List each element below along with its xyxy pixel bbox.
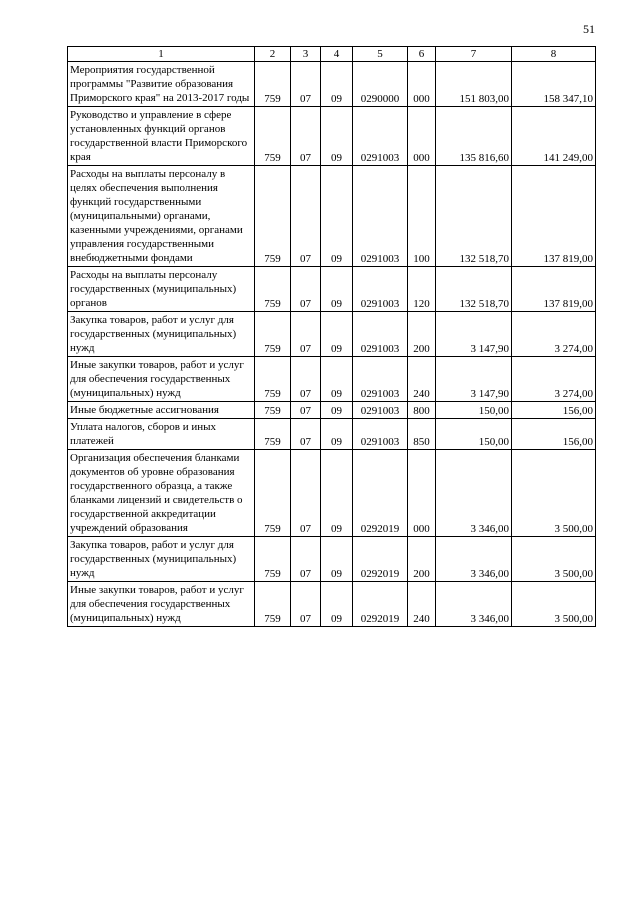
target-article-code: 0291003 (353, 419, 408, 450)
col-header-1: 1 (68, 47, 255, 62)
amount-year-2: 158 347,10 (512, 62, 596, 107)
expense-type-code: 120 (408, 267, 436, 312)
amount-year-1: 132 518,70 (436, 267, 512, 312)
table-row (68, 312, 596, 357)
target-article-code: 0291003 (353, 166, 408, 267)
item-name: Иные закупки товаров, работ и услуг для обеспечения государственных (муниципальных) нужд (68, 357, 255, 402)
amount-year-2: 3 500,00 (512, 450, 596, 537)
amount-year-2: 3 500,00 (512, 582, 596, 627)
amount-year-1: 150,00 (436, 402, 512, 419)
grbs-code: 759 (255, 107, 291, 166)
table-row (68, 357, 596, 402)
target-article-code: 0291003 (353, 402, 408, 419)
section-code: 07 (291, 419, 321, 450)
expense-type-code: 000 (408, 107, 436, 166)
item-name: Закупка товаров, работ и услуг для государственных (муниципальных) нужд (68, 537, 255, 582)
grbs-code: 759 (255, 419, 291, 450)
expense-type-code: 200 (408, 312, 436, 357)
table-row (68, 166, 596, 267)
section-code: 07 (291, 267, 321, 312)
target-article-code: 0292019 (353, 450, 408, 537)
amount-year-2: 156,00 (512, 419, 596, 450)
page-number: 51 (583, 22, 595, 36)
target-article-code: 0292019 (353, 537, 408, 582)
section-code: 07 (291, 166, 321, 267)
grbs-code: 759 (255, 267, 291, 312)
subsection-code: 09 (321, 450, 353, 537)
grbs-code: 759 (255, 537, 291, 582)
amount-year-1: 132 518,70 (436, 166, 512, 267)
section-code: 07 (291, 312, 321, 357)
subsection-code: 09 (321, 107, 353, 166)
target-article-code: 0291003 (353, 267, 408, 312)
table-row (68, 402, 596, 419)
amount-year-2: 156,00 (512, 402, 596, 419)
section-code: 07 (291, 582, 321, 627)
grbs-code: 759 (255, 62, 291, 107)
table-row (68, 267, 596, 312)
item-name: Иные закупки товаров, работ и услуг для обеспечения государственных (муниципальных) нужд (68, 582, 255, 627)
grbs-code: 759 (255, 357, 291, 402)
amount-year-2: 3 274,00 (512, 357, 596, 402)
section-code: 07 (291, 357, 321, 402)
amount-year-1: 135 816,60 (436, 107, 512, 166)
amount-year-2: 3 274,00 (512, 312, 596, 357)
amount-year-2: 137 819,00 (512, 267, 596, 312)
amount-year-1: 151 803,00 (436, 62, 512, 107)
amount-year-1: 3 346,00 (436, 537, 512, 582)
section-code: 07 (291, 450, 321, 537)
item-name: Расходы на выплаты персоналу государственных (муниципальных) органов (68, 267, 255, 312)
table-row (68, 62, 596, 107)
section-code: 07 (291, 402, 321, 419)
col-header-4: 4 (321, 47, 353, 62)
expense-type-code: 850 (408, 419, 436, 450)
item-name: Организация обеспечения бланками документов об уровне образования государственного образца, а также бланками лицензий и свидетельств о государственной аккредитации учреждений образования (68, 450, 255, 537)
amount-year-2: 3 500,00 (512, 537, 596, 582)
table-row (68, 419, 596, 450)
amount-year-1: 3 346,00 (436, 582, 512, 627)
col-header-8: 8 (512, 47, 596, 62)
grbs-code: 759 (255, 312, 291, 357)
table-row (68, 582, 596, 627)
target-article-code: 0291003 (353, 312, 408, 357)
target-article-code: 0292019 (353, 582, 408, 627)
expense-type-code: 800 (408, 402, 436, 419)
item-name: Закупка товаров, работ и услуг для государственных (муниципальных) нужд (68, 312, 255, 357)
subsection-code: 09 (321, 582, 353, 627)
table-row (68, 450, 596, 537)
target-article-code: 0290000 (353, 62, 408, 107)
grbs-code: 759 (255, 582, 291, 627)
subsection-code: 09 (321, 402, 353, 419)
subsection-code: 09 (321, 419, 353, 450)
item-name: Мероприятия государственной программы "Развитие образования Приморского края" на 2013-2017 годы (68, 62, 255, 107)
expense-type-code: 200 (408, 537, 436, 582)
subsection-code: 09 (321, 312, 353, 357)
subsection-code: 09 (321, 166, 353, 267)
amount-year-2: 137 819,00 (512, 166, 596, 267)
expense-type-code: 240 (408, 582, 436, 627)
expense-type-code: 100 (408, 166, 436, 267)
section-code: 07 (291, 62, 321, 107)
amount-year-1: 3 147,90 (436, 357, 512, 402)
item-name: Иные бюджетные ассигнования (68, 402, 255, 419)
budget-table (67, 46, 596, 627)
grbs-code: 759 (255, 166, 291, 267)
amount-year-1: 3 346,00 (436, 450, 512, 537)
section-code: 07 (291, 537, 321, 582)
col-header-7: 7 (436, 47, 512, 62)
col-header-6: 6 (408, 47, 436, 62)
section-code: 07 (291, 107, 321, 166)
subsection-code: 09 (321, 267, 353, 312)
amount-year-2: 141 249,00 (512, 107, 596, 166)
expense-type-code: 000 (408, 450, 436, 537)
grbs-code: 759 (255, 402, 291, 419)
grbs-code: 759 (255, 450, 291, 537)
target-article-code: 0291003 (353, 357, 408, 402)
subsection-code: 09 (321, 537, 353, 582)
amount-year-1: 3 147,90 (436, 312, 512, 357)
col-header-3: 3 (291, 47, 321, 62)
expense-type-code: 000 (408, 62, 436, 107)
subsection-code: 09 (321, 357, 353, 402)
col-header-2: 2 (255, 47, 291, 62)
item-name: Руководство и управление в сфере установленных функций органов государственной власти Приморского края (68, 107, 255, 166)
subsection-code: 09 (321, 62, 353, 107)
header-row (68, 47, 596, 62)
col-header-5: 5 (353, 47, 408, 62)
amount-year-1: 150,00 (436, 419, 512, 450)
table-row (68, 537, 596, 582)
expense-type-code: 240 (408, 357, 436, 402)
item-name: Расходы на выплаты персоналу в целях обеспечения выполнения функций государственными (муниципальными) органами, казенными учреждениями, органами управления государственными внебюджетными фондами (68, 166, 255, 267)
table-row (68, 107, 596, 166)
target-article-code: 0291003 (353, 107, 408, 166)
item-name: Уплата налогов, сборов и иных платежей (68, 419, 255, 450)
